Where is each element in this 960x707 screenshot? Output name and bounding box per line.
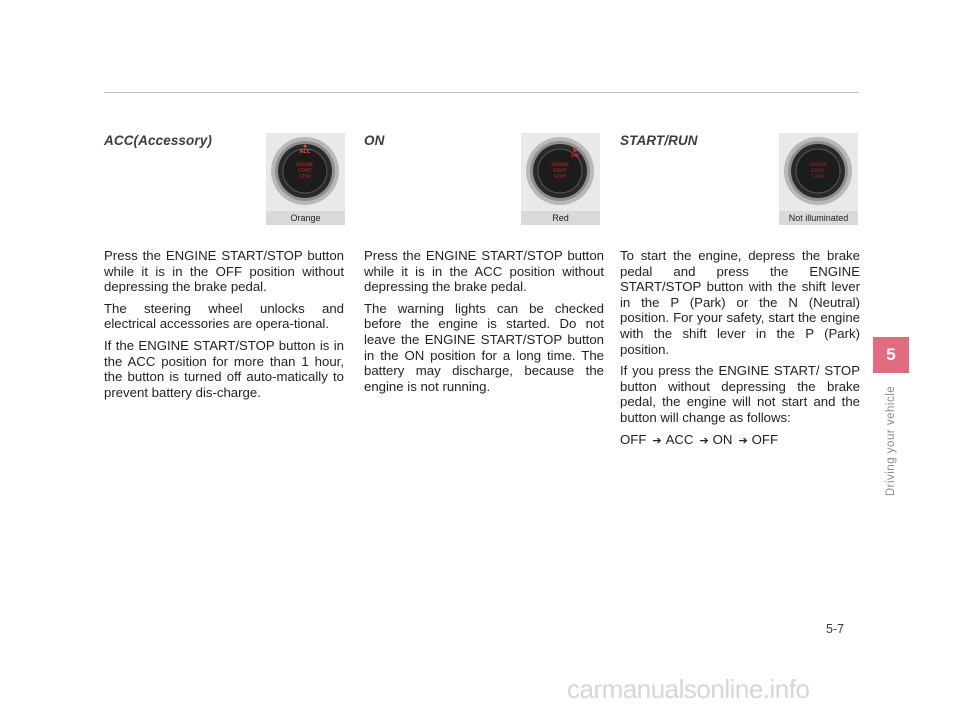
paragraph: If you press the ENGINE START/ STOP button without depressing the brake pedal, the engine will not start and the button will change as follows:	[620, 363, 860, 425]
page-number: 5-7	[826, 622, 845, 636]
engine-button-icon	[779, 133, 858, 211]
state-label: OFF	[751, 431, 779, 447]
section-heading-acc: ACC(Accessory)	[104, 133, 212, 148]
state-sequence	[620, 432, 860, 450]
svg-text:ON: ON	[571, 154, 579, 159]
header-rule	[104, 92, 858, 93]
svg-text:STOP: STOP	[299, 175, 311, 180]
paragraph: The warning lights can be checked before the engine is started. Do not leave the ENGINE START/STOP button in the ON position for a long time. The battery may discharge, because the engine is not running.	[364, 300, 604, 394]
paragraph: Press the ENGINE START/STOP button while it is in the ACC position without depressing the brake pedal.	[364, 248, 604, 295]
section-heading-start-run: START/RUN	[620, 133, 698, 148]
button-photo-start-run	[779, 133, 858, 225]
arrow-right-icon: ➔	[738, 434, 748, 447]
svg-text:START: START	[811, 169, 825, 174]
chapter-label-text: Driving your vehicle	[885, 385, 897, 497]
paragraph: The steering wheel unlocks and electrical accessories are opera-tional.	[104, 300, 344, 332]
svg-text:ENGINE: ENGINE	[809, 163, 827, 168]
arrow-right-icon: ➔	[699, 434, 709, 447]
state-label: ACC	[665, 431, 694, 447]
button-photo-acc	[266, 133, 345, 225]
arrow-right-icon: ➔	[652, 434, 662, 447]
watermark: carmanualsonline.info	[567, 674, 810, 704]
svg-text:ENGINE: ENGINE	[296, 163, 314, 168]
photo-caption-acc: Orange	[266, 211, 345, 225]
section-heading-on: ON	[364, 133, 385, 148]
paragraph: To start the engine, depress the brake pedal and press the ENGINE START/STOP button with the shift lever in the P (Park) or the N (Neutral) position. For your safety, start the engine with the shift lever in the P (Park) position.	[620, 248, 860, 357]
section-body-on	[364, 248, 604, 400]
svg-text:STOP: STOP	[812, 175, 824, 180]
svg-text:ACC: ACC	[299, 149, 311, 155]
svg-text:START: START	[298, 169, 312, 174]
svg-text:START: START	[553, 169, 567, 174]
button-photo-on	[521, 133, 600, 225]
svg-text:STOP: STOP	[554, 175, 566, 180]
section-body-acc	[104, 248, 344, 406]
state-label: OFF	[620, 431, 647, 447]
photo-caption-on: Red	[521, 211, 600, 225]
section-body-start-run	[620, 248, 860, 455]
engine-button-icon	[266, 133, 345, 211]
paragraph: If the ENGINE START/STOP button is in the ACC position for more than 1 hour, the button is turned off auto-matically to prevent battery dis-charge.	[104, 337, 344, 400]
paragraph: Press the ENGINE START/STOP button while it is in the OFF position without depressing the brake pedal.	[104, 248, 344, 295]
engine-button-icon	[521, 133, 600, 211]
state-label: ON	[712, 431, 733, 447]
chapter-tab: 5	[873, 337, 909, 373]
svg-text:ENGINE: ENGINE	[551, 163, 569, 168]
photo-caption-start-run: Not illuminated	[779, 211, 858, 225]
